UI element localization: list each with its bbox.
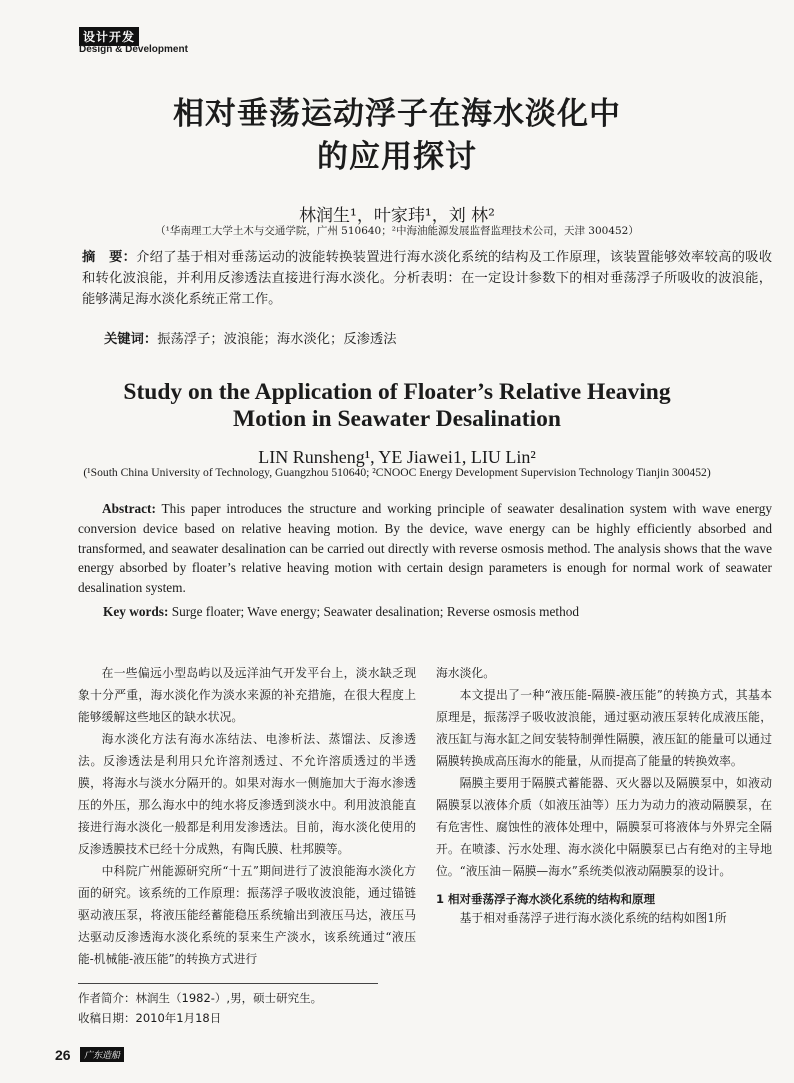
body-right-paragraph-1: 海水淡化。	[436, 666, 495, 680]
keywords-cn	[104, 329, 397, 350]
abstract-en-text: This paper introduces the structure and working principle of seawater desalination system with wave energy conversion device based on relative heaving motion. By the device, wave energy can be highly efficiently absorbed and transformed, and seawater desalination can be carried out directly with reverse osmosis method. The analysis shows that the wave energy absorbed by floater’s relative heaving motion with certain design parameters is enough for normal work of seawater desalination system.	[78, 501, 772, 596]
footnote-author-intro: 作者简介：林润生（1982-）,男，硕士研究生。	[78, 991, 323, 1005]
abstract-cn-label: 摘 要：	[82, 250, 137, 265]
authors-cn: 林润生¹，叶家玮¹，刘 林²	[299, 206, 495, 226]
keywords-cn-text: 振荡浮子；波浪能；海水淡化；反渗透法	[157, 332, 397, 347]
abstract-en-label: Abstract:	[102, 501, 156, 516]
body-column-right	[436, 662, 772, 882]
body-right-paragraph-3: 隔膜主要用于隔膜式蓄能器、灭火器以及隔膜泵中，如液动隔膜泵以液体介质（如液压油等）压力为动力的液动隔膜泵，在有危害性、腐蚀性的液体处理中，隔膜泵可将液体与外界完全隔开。在喷漆、污水处理、海水淡化中隔膜泵已占有绝对的主导地位。“液压油－隔膜—海水”系统类似液动隔膜泵的设计。	[436, 776, 772, 878]
keywords-en-text: Surge floater; Wave energy; Seawater desalination; Reverse osmosis method	[171, 604, 580, 619]
body-column-left	[78, 662, 416, 970]
abstract-cn	[82, 247, 772, 310]
section-1-text: 基于相对垂荡浮子进行海水淡化系统的结构如图1所	[459, 911, 727, 925]
title-en-line-1: Study on the Application of Floater’s Relative Heaving	[123, 379, 671, 405]
footnote-received-date: 收稿日期：2010年1月18日	[78, 1011, 222, 1025]
footnote-divider	[78, 983, 378, 984]
title-en-line-2: Motion in Seawater Desalination	[233, 406, 561, 432]
keywords-en	[103, 604, 579, 620]
body-left-paragraph-2: 海水淡化方法有海水冻结法、电渗析法、蒸馏法、反渗透法。反渗透法是利用只允许溶剂透过、不允许溶质透过的半透膜，将海水与淡水分隔开的。如果对海水一侧施加大于海水渗透压的外压，那么海水中的纯水将反渗透到淡水中。利用波浪能直接进行海水淡化一般都是利用发渗透法。目前，海水淡化使用的反渗透膜技术已经十分成熟，有陶氏膜、杜邦膜等。	[78, 732, 416, 856]
body-left-paragraph-1: 在一些偏远小型岛屿以及远洋油气开发平台上，淡水缺乏现象十分严重，海水淡化作为淡水来源的补充措施，在很大程度上能够缓解这些地区的缺水状况。	[78, 666, 416, 724]
body-left-paragraph-3: 中科院广州能源研究所“十五”期间进行了波浪能海水淡化方面的研究。该系统的工作原理：振荡浮子吸收波浪能，通过锚链驱动液压泵，将液压能经蓄能稳压系统输出到液压马达，液压马达驱动反渗透海水淡化系统的泵来生产淡水，该系统通过“液压能-机械能-液压能”的转换方式进行	[78, 864, 416, 966]
keywords-cn-label: 关键词：	[104, 332, 158, 347]
body-right-paragraph-2: 本文提出了一种“液压能-隔膜-液压能”的转换方式，其基本原理是，振荡浮子吸收波浪能，通过驱动液压泵转化成液压能，液压缸与海水缸之间安装特制弹性隔膜，液压缸的能量可以通过隔膜转换成高压海水的能量，从而提高了能量的转换效率。	[436, 688, 772, 768]
title-cn-line-1: 相对垂荡运动浮子在海水淡化中	[173, 96, 621, 132]
keywords-en-label: Key words:	[103, 604, 169, 619]
affiliation-cn: （¹华南理工大学土木与交通学院，广州 510640；²中海油能源发展监督监理技术公司，天津 300452）	[155, 225, 639, 237]
journal-logo: 广东造船	[80, 1047, 124, 1062]
authors-en: LIN Runsheng¹, YE Jiawei1, LIU Lin²	[258, 447, 536, 467]
page-number: 26	[55, 1047, 71, 1063]
section-label-en: Design & Development	[79, 44, 188, 55]
abstract-cn-text: 介绍了基于相对垂荡运动的波能转换装置进行海水淡化系统的结构及工作原理，该装置能够效率较高的吸收和转化波浪能，并利用反渗透法直接进行海水淡化。分析表明：在一定设计参数下的相对垂荡浮子所吸收的波浪能，能够满足海水淡化系统正常工作。	[82, 250, 773, 307]
section-label-cn: 设计开发	[79, 27, 139, 46]
abstract-en	[78, 499, 772, 598]
section-1-body	[436, 907, 772, 929]
title-cn-line-2: 的应用探讨	[317, 139, 477, 175]
section-1-heading: 1 相对垂荡浮子海水淡化系统的结构和原理	[436, 892, 656, 906]
affiliation-en: (¹South China University of Technology, Guangzhou 510640; ²CNOOC Energy Development Supervision Technology Tianjin 300452)	[83, 466, 711, 479]
